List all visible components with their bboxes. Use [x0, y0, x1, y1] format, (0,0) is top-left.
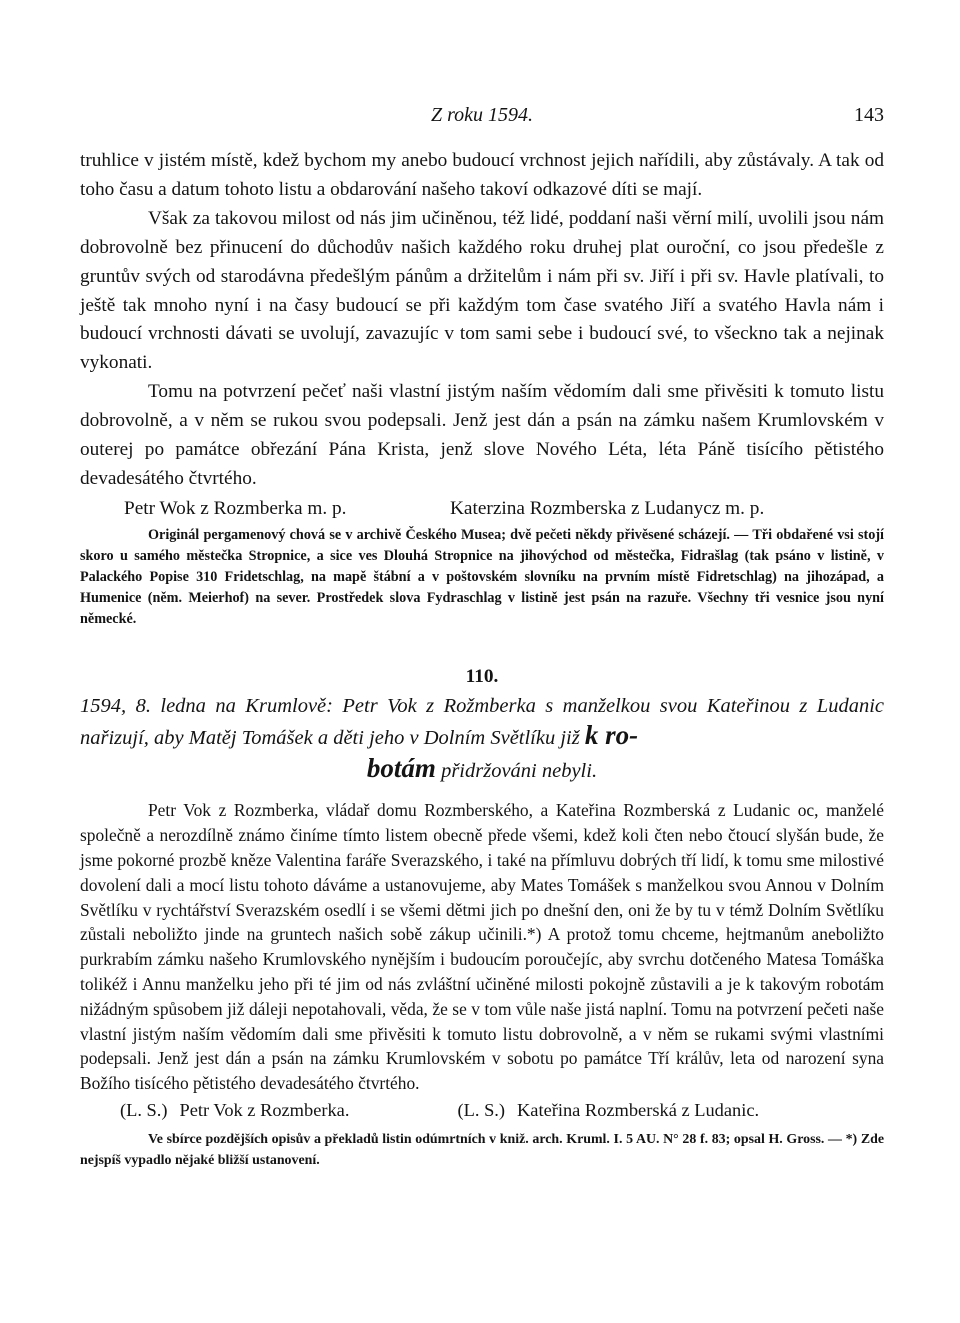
seal-mark-2: (L. S.): [457, 1099, 506, 1120]
document-regest: [80, 692, 884, 787]
signature-line-1: [80, 494, 884, 523]
signature-petr-vok: Petr Vok z Rozmberka.: [179, 1099, 350, 1120]
paragraph-sealing: Tomu na potvrzení pečeť naši vlastní jistým naším vědomím dali sme přivěsiti k tomuto listu dobrovolně, a v něm se rukou svou podepsali. Jenž jest dán a psán na zámku našem Krumlovském v outerej po památce obřezání Pána Krista, jenž slove Nového Léta, léta Páně tisícího pětistého devadesátého čtvrtého.: [80, 381, 884, 489]
signature-line-2: [80, 1096, 884, 1124]
editorial-note-2: Ve sbírce pozdějších opisův a překladů listin odúmrtních v kniž. arch. Kruml. I. 5 AU. N° 28 f. 83; opsal H. Gross. — *) Zde nejspíš vypadlo nějaké bližší ustanovení.: [80, 1131, 884, 1168]
regest-emphasis-2: botám: [366, 752, 436, 783]
regest-text-2: přidržováni nebyli.: [441, 759, 598, 782]
paragraph-continuation: truhlice v jistém místě, kdež bychom my anebo budoucí vrchnost jejich nařídili, aby zůstávaly. A tak od toho času a datum tohoto listu a obdarování našeho takoví odkazové díti se mají.: [80, 150, 884, 200]
signature-katerzina: Katerzina Rozmberska z Ludanycz m. p.: [450, 497, 765, 519]
signature-katerina: Kateřina Rozmberská z Ludanic.: [517, 1099, 760, 1120]
document-number: 110.: [465, 665, 499, 687]
editorial-note-1: Originál pergamenový chová se v archivě Českého Musea; dvě pečeti někdy přivěsené scházejí. — Tři obdařené vsi stojí skoro u samého městečka Stropnice, a sice ves Dlouhá Stropnice na jihovýchod od městečka, Fidrašlag (tak psáno v listině, v Palackého Popise 310 Fridetschlag, na mapě štábní a v poštovském slovníku na prvním místě Fidretschlag) na jihozápad, a Humenice (něm. Meierhof) na sever. Prostředek slova Fydraschlag v listině jest psán na razuře. Všechny tři vesnice jsou nyní německé.: [80, 526, 884, 627]
regest-last-line: [80, 754, 884, 787]
running-title: Z roku 1594.: [430, 104, 534, 126]
paragraph-obligation: Však za takovou milost od nás jim učiněnou, též lidé, poddaní naši věrní milí, uvolili jsou nám dobrovolně bez přinucení do důchodův našich každého roku druhej plat ouroční, co jsou předešle z gruntův svých od starodávna předešlým pánům a držitelům i nám při sv. Jiří i při sv. Havle platívali, to ještě tak mnoho nyní i na časy budoucí se při každým tom čase svatého Jiří a svatého Havla nám i budoucí vrchnosti dávati se uvolují, zavazujíc v tom sami sebe i budoucí své, to všeckno tak a nejinak vykonati.: [80, 207, 884, 374]
page-header: [80, 104, 884, 134]
regest-emphasis-1: k ro-: [584, 720, 639, 751]
page-number: 143: [854, 104, 884, 126]
paragraph-charter-text: Petr Vok z Rozmberka, vládař domu Rozmberského, a Kateřina Rozmberská z Ludanic oc, manželé společně a nerozdílně známo činíme tímto listem obecně přede všemi, kdež koli čten nebo čtoucí slyšán bude, že jsme pokorné prozbě kněze Valentina faráře Sverazského, i také na přímluvu dobrých tří lidí, k tomu sme milostivé dovolení dali a mocí listu tohoto dáváme a ustanovujeme, aby Mates Tomášek s manželkou svou Annou v Dolním Světlíku v rychtářství Sverazském osedlí i se všemi dětmi jich po dnešní den, oni že by tu v témž Dolním Světlíku zůstali neboližto jinde na gruntech našich sobě zákup učinili.*) A protož tomu chceme, hejtmanům aneboližto purkrabím zámku našeho Krumlovského nynějším i budoucím poroučejíc, aby svrchu dotčeného Matesa Tomáška tolikéž i Annu manželku jeho při té jim od nás zvláštní učiněné milosti pokojně zůstavili a je k takovým robotám nižádným spůsobem již dáleji nepotahovali, věda, že se v tom vůle naše jistá naplní. Tomu na potvrzení pečeti naše vlastní jistým naším vědomím dali sme přivěsiti k tomuto listu dobrovolně, a v něm se rukami svými vlastními podepsali. Jenž jest dán a psán na zámku Krumlovském v sobotu po památce Tří králův, leta od narození syna Božího tisícého pětistého devadesátého čtvrtého.: [80, 800, 884, 1094]
regest-text-1: 1594, 8. ledna na Krumlově: Petr Vok z Rožmberka s manželkou svou Kateřinou z Ludanic nařizují, aby Matěj Tomášek a děti jeho v Dolním Světlíku již: [80, 694, 884, 750]
seal-mark-1: (L. S.): [120, 1099, 168, 1120]
signature-petr-wok: Petr Wok z Rozmberka m. p.: [124, 497, 347, 519]
page-body: [80, 147, 884, 1172]
